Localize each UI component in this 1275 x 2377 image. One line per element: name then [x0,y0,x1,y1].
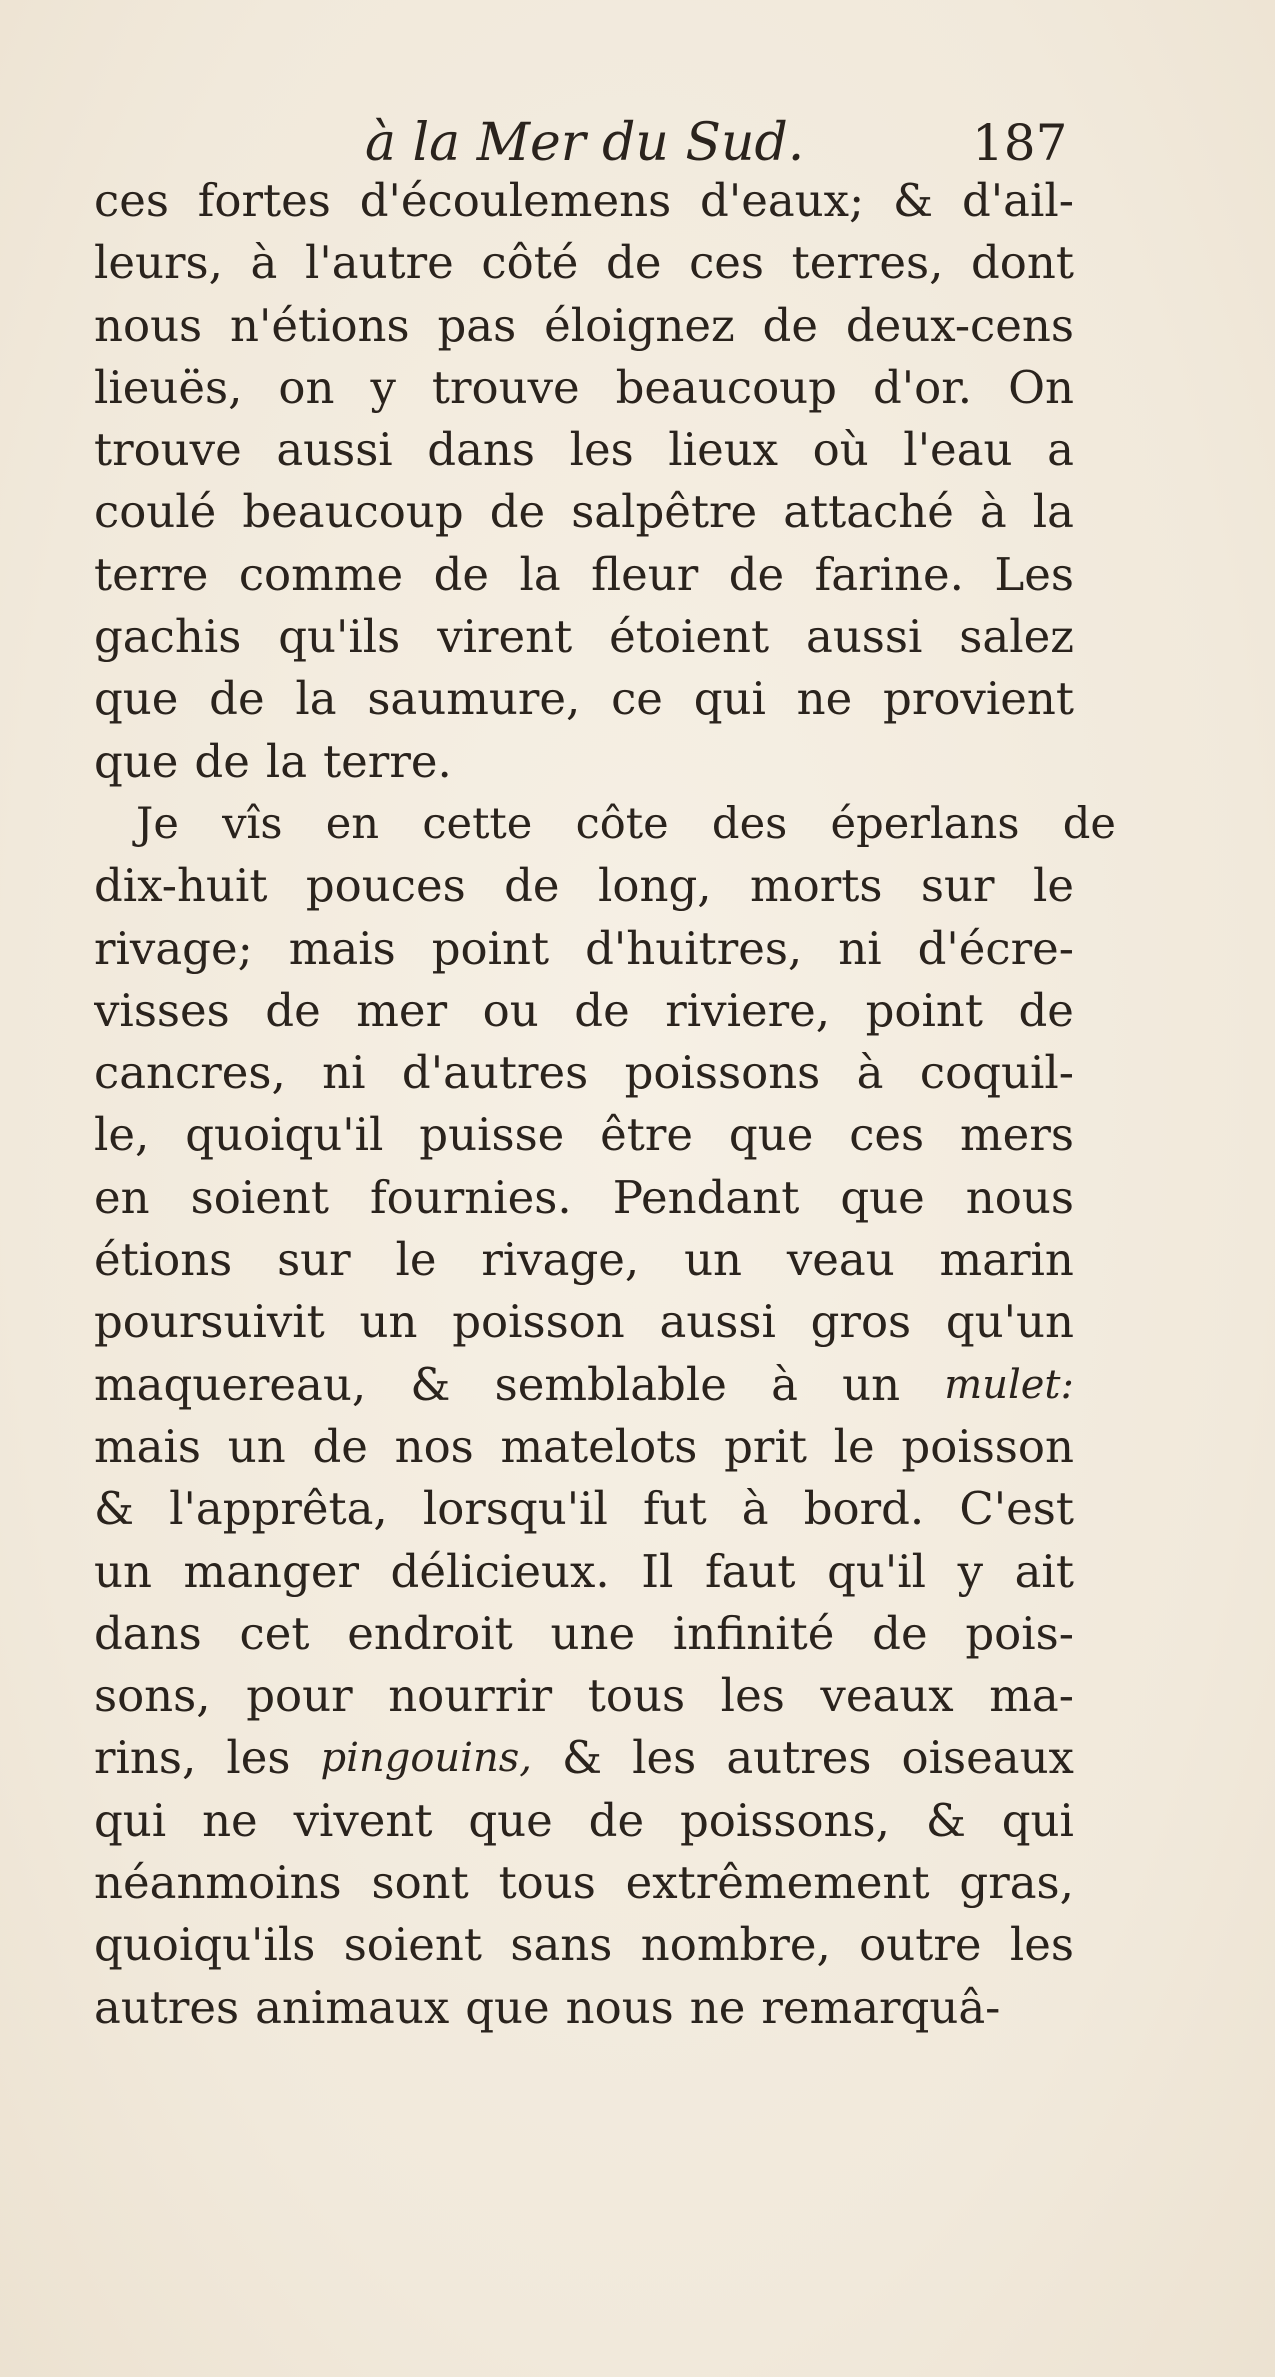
word: côte [575,798,669,849]
word: outre [859,1918,982,1972]
word: l'autre [304,236,454,290]
word: le [395,1233,437,1287]
word: cet [239,1606,310,1660]
word: terres, [791,236,944,290]
word: y [370,360,396,414]
word: des [711,798,788,849]
text-line [94,544,1074,606]
word: pingouins, [320,1735,532,1782]
word: nombre, [640,1918,831,1972]
word: la [1032,485,1074,539]
word: de [588,1793,645,1847]
word: mer [356,983,448,1037]
word: d'écoulemens [359,174,672,227]
word: lorsqu'il [422,1482,608,1536]
word: long, [598,859,712,913]
word: sans [510,1918,613,1972]
text-line [94,295,1074,357]
word: faut [704,1544,796,1598]
word: qui [94,1793,167,1847]
word: remarquâ- [761,1980,1001,2034]
word: deux-cens [845,298,1074,352]
word: saumure, [367,672,581,726]
word: côté [481,236,579,290]
word: que [465,1980,550,2034]
text-line [94,1603,1074,1665]
text-line [94,1042,1074,1104]
word: soient [343,1918,482,1972]
word: poissons, [679,1793,890,1847]
word: d'écre- [917,921,1074,975]
word: salpêtre [571,485,758,539]
word: les [720,1669,785,1723]
word: poissons [624,1046,821,1100]
word: néanmoins [94,1856,342,1910]
word: Il [641,1544,674,1598]
word: autres [726,1731,872,1785]
text-line [94,1167,1074,1229]
word: en [325,798,380,849]
word: morts [750,859,883,913]
word: mulet: [944,1361,1074,1408]
text-line [94,1291,1074,1353]
word: ne [689,1980,746,2034]
word: poisson [452,1295,625,1349]
word: que [94,672,179,726]
word: fournies. [370,1170,572,1224]
word: point [865,983,983,1037]
word: cancres, [94,1046,286,1100]
text-line [94,1790,1074,1852]
word: le, [94,1108,150,1162]
word: pois- [965,1606,1074,1660]
word: infinité [672,1606,835,1660]
word: nos [394,1419,474,1473]
word: quoiqu'ils [94,1918,316,1972]
word: les [632,1731,697,1785]
word: puisse [419,1108,565,1162]
word: ces [689,236,765,290]
text-line [94,606,1074,668]
word: aussi [805,610,923,664]
word: rivage; [94,921,253,975]
text-line [94,1727,1074,1789]
word: de [194,734,250,788]
word: ce [611,672,663,726]
word: de [209,672,265,726]
word: un [227,1419,286,1473]
word: à [250,236,278,290]
text-line [94,980,1074,1042]
word: une [550,1606,636,1660]
word: de [728,547,785,601]
word: poursuivit [94,1295,325,1349]
text-line [94,793,1116,855]
word: quoiqu'il [185,1108,384,1162]
word: de [312,1419,368,1473]
word: & [410,1357,451,1411]
word: nous [94,298,203,352]
word: délicieux. [390,1544,610,1598]
word: Je [136,798,179,849]
word: matelots [500,1419,698,1473]
word: trouve [94,423,242,477]
word: autres [94,1980,240,2034]
word: éperlans [830,798,1020,849]
word: de [265,983,321,1037]
word: On [1008,360,1074,414]
word: beaucoup [615,360,837,414]
word: gros [810,1295,912,1349]
text-line [94,170,1074,232]
text-line [94,1229,1074,1291]
word: nous [965,1170,1074,1224]
word: tous [498,1856,596,1910]
word: soient [190,1170,329,1224]
text-line [94,481,1074,543]
word: trouve [431,360,580,414]
word: sons, [94,1669,211,1723]
word: rivage, [481,1233,640,1287]
word: les [569,423,634,477]
page-number: 187 [972,114,1068,172]
word: oiseaux [901,1731,1074,1785]
body-text [94,170,1116,2039]
text-line [94,1104,1074,1166]
word: de [489,485,546,539]
word: de [1062,798,1116,849]
word: d'autres [401,1046,589,1100]
word: lieux [668,423,779,477]
word: les [226,1731,291,1785]
page-header [0,108,1275,178]
word: qu'ils [278,610,401,664]
word: ces [94,174,169,227]
word: un [94,1544,152,1598]
word: farine. [814,547,964,601]
word: de [872,1606,928,1660]
word: coquil- [919,1046,1074,1100]
text-line [94,419,1074,481]
word: ne [202,1793,258,1847]
word: prit [724,1419,807,1473]
text-line [94,1478,1074,1540]
word: ni [838,921,882,975]
word: de [762,298,818,352]
word: à [771,1357,798,1411]
word: fleur [591,547,699,601]
text-line [94,918,1074,980]
word: dans [427,423,535,477]
word: semblable [494,1357,727,1411]
word: aussi [276,423,393,477]
word: vîs [222,798,283,849]
word: les [1009,1918,1074,1972]
word: un [842,1357,901,1411]
text-line [94,1416,1074,1478]
word: bord. [803,1482,925,1536]
word: un [359,1295,418,1349]
word: Les [994,547,1074,601]
text-line [94,232,1074,294]
word: le [833,1419,875,1473]
word: comme [238,547,404,601]
word: l'apprêta, [169,1482,388,1536]
word: & [893,174,934,227]
word: ne [796,672,853,726]
word: veaux [820,1669,954,1723]
word: maquereau, [94,1357,367,1411]
word: aussi [659,1295,776,1349]
word: vivent [293,1793,433,1847]
word: la [295,672,337,726]
word: extrêmement [625,1856,930,1910]
word: à [741,1482,769,1536]
word: qui [1001,1793,1074,1847]
word: pas [437,298,517,352]
word: de [504,859,560,913]
word: poisson [901,1419,1074,1473]
word: fut [642,1482,707,1536]
word: sur [277,1233,351,1287]
word: cette [422,798,533,849]
word: provient [883,672,1074,726]
word: on [278,360,335,414]
word: que [468,1793,553,1847]
word: la [519,547,561,601]
word: d'eaux; [700,174,865,227]
word: rins, [94,1731,197,1785]
word: où [812,423,869,477]
word: virent [437,610,573,664]
word: & [925,1793,966,1847]
word: que [840,1170,925,1224]
word: d'or. [872,360,973,414]
word: sont [371,1856,469,1910]
word: n'étions [230,298,410,352]
word: veau [786,1233,895,1287]
text-line [94,1541,1074,1603]
word: a [1047,423,1074,477]
word: mers [960,1108,1074,1162]
text-line [94,731,1074,793]
word: lieuës, [94,360,243,414]
word: dont [971,236,1074,290]
word: fortes [197,174,331,227]
word: sur [920,859,995,913]
text-line [94,357,1074,419]
running-title: à la Mer du Sud. [365,113,805,173]
word: étions [94,1233,233,1287]
word: d'ail- [961,174,1074,227]
word: beaucoup [242,485,464,539]
word: tous [587,1669,686,1723]
word: leurs, [94,236,223,290]
word: animaux [255,1980,450,2034]
word: ou [482,983,539,1037]
word: y [957,1544,984,1598]
word: attaché [783,485,954,539]
word: être [600,1108,694,1162]
text-line [94,855,1074,917]
word: coulé [94,485,217,539]
word: ni [322,1046,366,1100]
word: un [684,1233,743,1287]
word: endroit [347,1606,513,1660]
word: terre [94,547,209,601]
text-line [94,1977,1074,2039]
word: ma- [989,1669,1074,1723]
word: gras, [959,1856,1074,1910]
word: & [562,1731,603,1785]
word: visses [94,983,230,1037]
word: terre. [323,734,452,788]
word: à [979,485,1007,539]
word: le [1032,859,1074,913]
word: nourrir [388,1669,553,1723]
word: riviere, [665,983,831,1037]
word: l'eau [903,423,1013,477]
word: que [728,1108,814,1162]
word: de [1018,983,1074,1037]
word: qu'il [827,1544,927,1598]
text-line [94,1354,1074,1416]
word: & [94,1482,135,1536]
text-line [94,1852,1074,1914]
text-line [94,1914,1074,1976]
word: ces [849,1108,925,1162]
word: ait [1014,1544,1074,1598]
word: de [606,236,662,290]
word: qui [693,672,766,726]
word: dix-huit [94,859,268,913]
word: marin [939,1233,1074,1287]
word: point [431,921,550,975]
word: mais [94,1419,201,1473]
word: pouces [305,859,466,913]
word: que [94,734,179,788]
word: de [433,547,489,601]
word: manger [183,1544,359,1598]
word: qu'un [945,1295,1074,1349]
word: dans [94,1606,202,1660]
word: d'huitres, [585,921,803,975]
word: éloignez [544,298,735,352]
word: C'est [959,1482,1074,1536]
word: salez [959,610,1074,664]
word: étoient [609,610,770,664]
word: mais [288,921,396,975]
word: gachis [94,610,242,664]
word: en [94,1170,150,1224]
word: de [574,983,630,1037]
word: nous [565,1980,674,2034]
word: à [856,1046,884,1100]
text-line [94,1665,1074,1727]
word: pour [246,1669,353,1723]
word: Pendant [612,1170,800,1224]
text-line [94,668,1074,730]
word: la [265,734,308,788]
